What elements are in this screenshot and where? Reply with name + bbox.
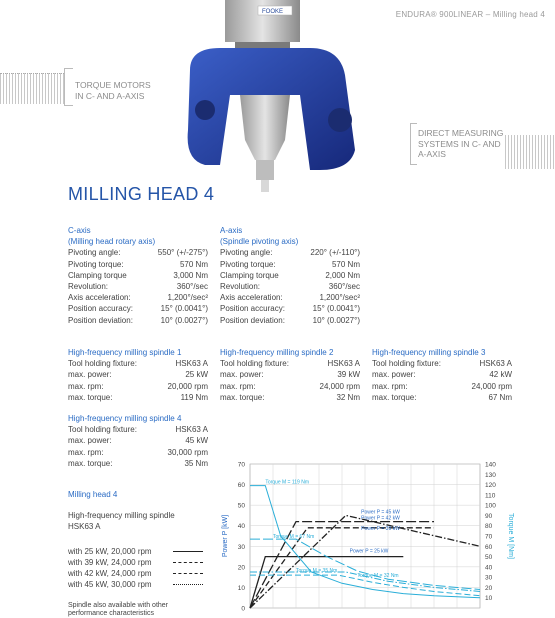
spec-row: Position deviation: 10° (0.0027°)	[220, 315, 360, 325]
c-axis-title: C-axis	[68, 226, 91, 235]
y2-tick-label: 110	[485, 492, 496, 500]
spec-row: Tool holding fixture: HSK63 A	[220, 359, 360, 369]
legend-item: with 42 kW, 24,000 rpm	[68, 568, 203, 579]
milling-head-image	[150, 0, 370, 200]
y-tick-label: 70	[237, 461, 245, 469]
chart-annotation: Torque M = 67 Nm	[273, 534, 315, 541]
y-tick-label: 0	[241, 605, 245, 613]
spec-row: Axis acceleration: 1,200°/sec²	[220, 293, 360, 303]
power-torque-chart	[215, 458, 515, 613]
page-title: MILLING HEAD 4	[68, 184, 215, 204]
y2-tick-label: 70	[485, 533, 493, 541]
callout-measuring-systems: DIRECT MEASURING SYSTEMS IN C- AND A-AXIS	[418, 128, 504, 159]
spec-row: Revolution: 360°/sec	[220, 282, 360, 292]
chart-legend	[68, 490, 208, 618]
callout-line-right	[505, 135, 555, 169]
y-axis-label: Power P [kW]	[222, 514, 229, 558]
c-axis-subtitle: (Milling head rotary axis)	[68, 237, 156, 247]
y-tick-label: 50	[237, 502, 245, 510]
spec-row: Axis acceleration: 1,200°/sec²	[68, 293, 208, 303]
spec-row: max. torque: 35 Nm	[68, 458, 208, 468]
spec-row: Pivoting angle: 220° (+/-110°)	[220, 248, 360, 258]
y-tick-label: 10	[237, 584, 245, 592]
callout-line-left	[0, 73, 64, 104]
y2-tick-label: 80	[485, 523, 493, 531]
y-tick-label: 60	[237, 482, 245, 490]
spec-row: Clamping torque 2,000 Nm	[220, 270, 360, 280]
callout-torque-motors: TORQUE MOTORS IN C- AND A-AXIS	[75, 80, 151, 101]
y-tick-label: 40	[237, 523, 245, 531]
legend-swatch	[173, 551, 203, 552]
spec-row: max. rpm: 20,000 rpm	[68, 381, 208, 391]
legend-swatch	[173, 573, 203, 574]
spec-row: Pivoting angle: 550° (+/-275°)	[68, 248, 208, 258]
spec-row: max. power: 45 kW	[68, 436, 208, 446]
chart-annotation: Power P = 25 kW	[349, 548, 389, 555]
y2-tick-label: 10	[485, 595, 493, 603]
a-axis-subtitle: (Spindle pivoting axis)	[220, 237, 299, 247]
y-tick-label: 20	[237, 564, 245, 572]
page-header: ENDURA® 900LINEAR – Milling head 4	[395, 10, 545, 19]
spindle-title: High-frequency milling spindle 3	[372, 348, 486, 357]
spec-row: max. rpm: 30,000 rpm	[68, 447, 208, 457]
spec-row: max. rpm: 24,000 rpm	[372, 381, 512, 391]
y2-tick-label: 20	[485, 584, 493, 592]
spec-row: Position deviation: 10° (0.0027°)	[68, 315, 208, 325]
legend-title: Milling head 4	[68, 490, 118, 499]
spindle-title: High-frequency milling spindle 1	[68, 348, 182, 357]
chart-annotation: Power P = 42 kW	[361, 515, 400, 522]
spindle-1-specs	[68, 347, 208, 403]
spindle-3-specs	[372, 347, 512, 403]
y2-tick-label: 50	[485, 554, 493, 562]
legend-swatch	[173, 562, 203, 563]
chart-annotation: Torque M = 32 Nm	[357, 573, 399, 580]
spec-row: Position accuracy: 15° (0.0041°)	[68, 304, 208, 314]
legend-item: with 45 kW, 30,000 rpm	[68, 579, 203, 590]
chart-annotation: Torque M = 119 Nm	[265, 479, 310, 486]
spec-row: Pivoting torque: 570 Nm	[220, 259, 360, 269]
spindle-2-specs	[220, 347, 360, 403]
legend-spindle-line1: High-frequency milling spindle	[68, 511, 175, 520]
spec-row: Position accuracy: 15° (0.0041°)	[220, 304, 360, 314]
y2-tick-label: 90	[485, 512, 493, 520]
chart-annotation: Torque M = 35 Nm	[296, 568, 338, 574]
legend-item: with 39 kW, 24,000 rpm	[68, 557, 203, 568]
y2-tick-label: 140	[485, 461, 496, 469]
y2-axis-label: Torque M [Nm]	[507, 513, 514, 559]
spec-row: Pivoting torque: 570 Nm	[68, 259, 208, 269]
chart-annotation: Power P = 45 kW	[361, 509, 400, 516]
callout-bracket-left	[64, 68, 73, 106]
y2-tick-label: 130	[485, 471, 496, 479]
spindle-title: High-frequency milling spindle 4	[68, 414, 182, 423]
spindle-title: High-frequency milling spindle 2	[220, 348, 334, 357]
spec-row: max. power: 42 kW	[372, 370, 512, 380]
y-tick-label: 30	[237, 543, 245, 551]
spec-row: Tool holding fixture: HSK63 A	[372, 359, 512, 369]
logo-text: FOOKE	[262, 9, 284, 15]
legend-note: Spindle also available with other performance characteristics	[68, 602, 169, 617]
legend-swatch	[173, 584, 203, 585]
spec-row: Clamping torque 3,000 Nm	[68, 270, 208, 280]
a-axis-title: A-axis	[220, 226, 243, 235]
spec-row: max. power: 39 kW	[220, 370, 360, 380]
y2-tick-label: 40	[485, 564, 493, 572]
spec-row: Tool holding fixture: HSK63 A	[68, 359, 208, 369]
spec-row: max. power: 25 kW	[68, 370, 208, 380]
a-axis-specs	[220, 225, 360, 326]
c-axis-specs	[68, 225, 208, 326]
spec-row: max. rpm: 24,000 rpm	[220, 381, 360, 391]
callout-bracket-right	[410, 123, 417, 165]
spec-row: max. torque: 119 Nm	[68, 392, 208, 402]
spec-row: Revolution: 360°/sec	[68, 282, 208, 292]
y2-tick-label: 60	[485, 543, 493, 551]
spec-row: Tool holding fixture: HSK63 A	[68, 425, 208, 435]
y2-tick-label: 100	[485, 502, 496, 510]
y2-tick-label: 30	[485, 574, 493, 582]
y2-tick-label: 120	[485, 482, 496, 490]
chart-annotation: Power P = 39 kW	[361, 525, 400, 532]
spec-row: max. torque: 67 Nm	[372, 392, 512, 402]
spec-row: max. torque: 32 Nm	[220, 392, 360, 402]
spindle-4-specs	[68, 413, 208, 469]
legend-spindle-line2: HSK63 A	[68, 522, 101, 531]
legend-item: with 25 kW, 20,000 rpm	[68, 546, 203, 557]
